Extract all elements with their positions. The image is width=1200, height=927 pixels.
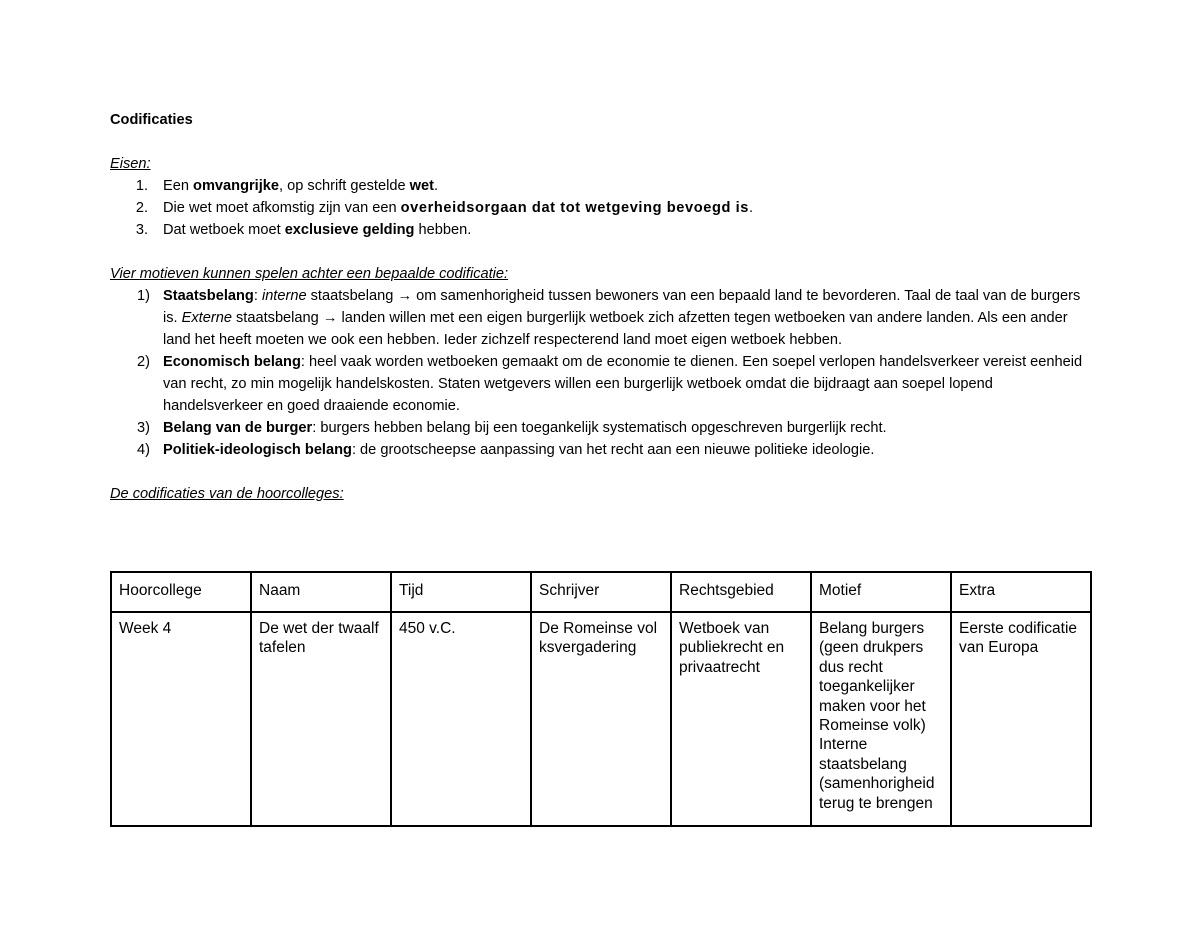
bold-term: exclusieve gelding <box>284 222 415 238</box>
table-cell: Week 4 <box>111 612 251 826</box>
codificaties-table <box>110 571 1092 827</box>
text-span: : burgers hebben belang bij een toegankelijk systematisch opgeschreven burgerlijk recht. <box>312 420 887 436</box>
motief-text: Interne staatsbelang (samenhorigheid terug te brengen <box>819 736 935 812</box>
text-span: Dat wetboek moet <box>163 222 285 238</box>
motief-label: Belang van de burger <box>163 420 313 436</box>
table-header-row <box>111 572 1091 612</box>
motief-label: Staatsbelang <box>163 288 254 304</box>
page-title: Codificaties <box>110 112 193 128</box>
table-header-cell: Hoorcollege <box>111 572 251 612</box>
list-number: 3) <box>137 420 150 436</box>
table-header-cell: Schrijver <box>531 572 671 612</box>
list-item <box>110 285 1092 351</box>
table-cell: Eerste codificatie van Europa <box>951 612 1091 826</box>
table-header-cell: Motief <box>811 572 951 612</box>
italic-term: interne <box>261 288 307 304</box>
bold-term: wet <box>409 178 434 194</box>
table-row <box>111 612 1091 826</box>
list-item <box>110 197 1092 219</box>
motieven-heading: Vier motieven kunnen spelen achter een bepaalde codificatie: <box>110 266 509 282</box>
table-cell: De wet der twaalf tafelen <box>251 612 391 826</box>
text-span: : de grootscheepse aanpassing van het recht aan een nieuwe politieke ideologie. <box>351 442 875 458</box>
table-cell: De Romeinse volksvergadering <box>531 612 671 826</box>
document-page <box>110 109 1092 505</box>
bold-term: omvangrijke <box>193 178 280 194</box>
list-item <box>110 439 1092 461</box>
text-span: Die wet moet afkomstig zijn van een <box>163 200 401 216</box>
motief-label: Economisch belang <box>163 354 301 370</box>
italic-term: Externe <box>181 310 232 326</box>
hoorcolleges-heading: De codificaties van de hoorcolleges: <box>110 486 344 502</box>
eisen-list <box>110 175 1092 241</box>
text-span: staatsbelang → om samenhorigheid tussen bewoners van een bepaald land te bevorderen. Taal de taal van de burgers is. <box>163 288 1081 326</box>
bold-term: overheidsorgaan dat tot wetgeving bevoegd is <box>400 200 750 216</box>
motieven-list <box>110 285 1092 461</box>
list-number: 2) <box>137 354 150 370</box>
table-header-cell: Extra <box>951 572 1091 612</box>
list-item <box>110 417 1092 439</box>
table-header-cell: Naam <box>251 572 391 612</box>
table-header-cell: Rechtsgebied <box>671 572 811 612</box>
list-number: 3. <box>135 222 148 238</box>
list-number: 1. <box>135 178 148 194</box>
text-span: , op schrift gestelde <box>279 178 410 194</box>
list-item <box>110 175 1092 197</box>
list-item <box>110 351 1092 417</box>
table-header-cell: Tijd <box>391 572 531 612</box>
text-span: Een <box>163 178 194 194</box>
list-number: 4) <box>137 442 150 458</box>
motief-text: Belang burgers (geen drukpers dus recht toegankelijker maken voor het Romeinse volk) <box>819 620 926 735</box>
text-span: : heel vaak worden wetboeken gemaakt om de economie te dienen. Een soepel verlopen handelsverkeer vereist eenheid van recht, zo min mogelijk handelskosten. Staten wetgevers willen een burgerlijk wetboek omdat die bijdraagt aan soepel lopend handelsverkeer en goed draaiende economie. <box>163 354 1083 414</box>
eisen-heading: Eisen: <box>110 156 151 172</box>
motief-label: Politiek-ideologisch belang <box>163 442 352 458</box>
list-item <box>110 219 1092 241</box>
text-span: . <box>433 178 439 194</box>
table-cell: Wetboek van publiekrecht en privaatrecht <box>671 612 811 826</box>
table-cell: 450 v.C. <box>391 612 531 826</box>
table-cell-motief <box>811 612 951 826</box>
list-number: 2. <box>135 200 148 216</box>
list-number: 1) <box>137 288 150 304</box>
text-span: staatsbelang → landen willen met een eigen burgerlijk wetboek zich afzetten tegen wetboeken van andere landen. Als een ander land het heeft moeten we ook een hebben. Ieder zichzelf respecterend land moet eigen wetboek hebben. <box>163 310 1068 348</box>
text-span: : <box>253 288 262 304</box>
text-span: hebben. <box>414 222 472 238</box>
text-span: . <box>749 200 754 216</box>
